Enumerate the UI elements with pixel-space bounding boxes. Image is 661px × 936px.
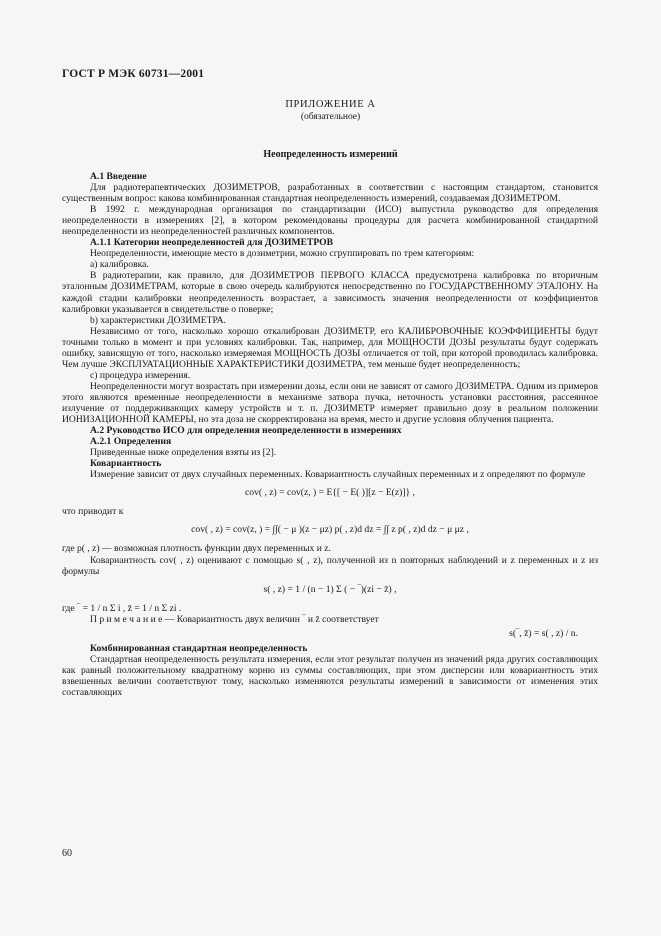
page-number: 60 [62, 848, 72, 859]
paragraph: П р и м е ч а н и е — Ковариантность двух величин ‾ и z̄ соответствует [90, 613, 379, 625]
section-title: Неопределенность измерений [263, 149, 398, 160]
formula: cov( , z) = cov(z, ) = ∫∫( − μ )(z − μz) p( , z)d dz = ∫∫ z p( , z)d dz − μ μz , [191, 524, 469, 536]
paragraph: В 1992 г. международная организация по стандартизации (ИСО) выпустила руководство для определения неопределенности в измерениях [2], в котором рекомендованы процедуры для расчета комбинированной стандартной неопределенности из неопределенностей различных компонентов. [62, 204, 598, 238]
paragraph: Ковариантность cov( , z) оценивают с помощью s( , z), полученной из n повторных наблюдений и z переменных и z из формулы [62, 554, 598, 577]
paragraph: а) калибровка. [90, 259, 149, 271]
appendix-title: ПРИЛОЖЕНИЕ А [285, 99, 376, 110]
paragraph: Неопределенности могут возрастать при измерении дозы, если они не зависят от самого ДОЗИМЕТРА. Одним из примеров этого являются временные неопределенности в механизме затвора пучка, неточность установки расстояния, рассеянное излучение от поддерживающих камеру устройств и т. п. ДОЗИМЕТР измеряет правильно дозу в реальном положении ИОНИЗАЦИОННОЙ КАМЕРЫ, но эта доза не скорректирована на время, место и другие условия облучения пациента. [62, 380, 598, 426]
subsection-heading: Комбинированная стандартная неопределенность [90, 642, 308, 654]
paragraph: c) процедура измерения. [90, 369, 191, 381]
paragraph: В радиотерапии, как правило, для ДОЗИМЕТРОВ ПЕРВОГО КЛАССА предусмотрена калибровка по вторичным эталонным ДОЗИМЕТРАМ, которые в свою очередь калибруются непосредственно по ГОСУДАРСТВЕННОМУ ЭТАЛОНУ. На каждой стадии калибровки неопределенность возрастает, а зависимость значения неопределенности от коэффициентов калибровки указывается в свидетельстве о поверке; [62, 270, 598, 315]
appendix-subtitle: (обязательное) [300, 112, 361, 122]
paragraph: b) характеристики ДОЗИМЕТРА. [90, 314, 226, 326]
document-code-header: ГОСТ Р МЭК 60731—2001 [62, 68, 205, 80]
paragraph: Для радиотерапевтических ДОЗИМЕТРОВ, разработанных в соответствии с настоящим стандартом, становится существенным вопрос: какова комбинированная стандартная неопределенность измерений, создаваемая ДОЗИМЕТРОМ. [62, 182, 598, 205]
subsection-heading: А.2 Руководство ИСО для определения неопределенности в измерениях [90, 425, 402, 437]
paragraph: где p( , z) — возможная плотность функции двух переменных и z. [62, 543, 331, 555]
paragraph: где ‾ = 1 / n Σ i , z̄ = 1 / n Σ zi . [62, 602, 182, 614]
formula: cov( , z) = cov(z, ) = E{[ − E( )][z − E(z)]} , [245, 487, 415, 499]
formula: s( , z) = 1 / (n − 1) Σ ( − ‾)(zi − z̄) , [263, 583, 397, 595]
subsection-heading: А.1 Введение [90, 171, 147, 182]
formula: s(‾, z̄) = s( , z) / n. [509, 627, 578, 639]
body-text [62, 171, 598, 698]
paragraph: Приведенные ниже определения взяты из [2]. [90, 447, 277, 459]
paragraph: Неопределенности, имеющие место в дозиметрии, можно сгруппировать по трем категориям: [90, 248, 475, 260]
paragraph: Стандартная неопределенность результата измерения, если этот результат получен из значений ряда других составляющих как равный положительному квадратному корню из суммы составляющих, при этом дисперсии или ковариантность этих взвешенных величин соответствуют тому, насколько изменяются результаты измерений в зависимости от изменения этих составляющих [62, 653, 598, 698]
paragraph: Независимо от того, насколько хорошо откалиброван ДОЗИМЕТР, его КАЛИБРОВОЧНЫЕ КОЭФФИЦИЕНТЫ будут точными только в момент и при условиях калибровки. Так, например, для МОЩНОСТИ ДОЗЫ результаты будут содержать ошибку, зависящую от того, насколько измеряемая МОЩНОСТЬ ДОЗЫ отличается от той, при которой проводилась калибровка. Чем лучше ЭКСПЛУАТАЦИОННЫЕ ХАРАКТЕРИСТИКИ ДОЗИМЕТРА, тем меньше будет неопределенность; [62, 325, 598, 370]
term-heading: Ковариантность [90, 458, 162, 470]
subsection-heading: А.2.1 Определения [90, 436, 172, 448]
paragraph: Измерение зависит от двух случайных переменных. Ковариантность случайных переменных и z определяют по формуле [90, 469, 586, 481]
paragraph: что приводит к [62, 506, 124, 518]
subsection-heading: А.1.1 Категории неопределенностей для ДОЗИМЕТРОВ [90, 237, 334, 249]
